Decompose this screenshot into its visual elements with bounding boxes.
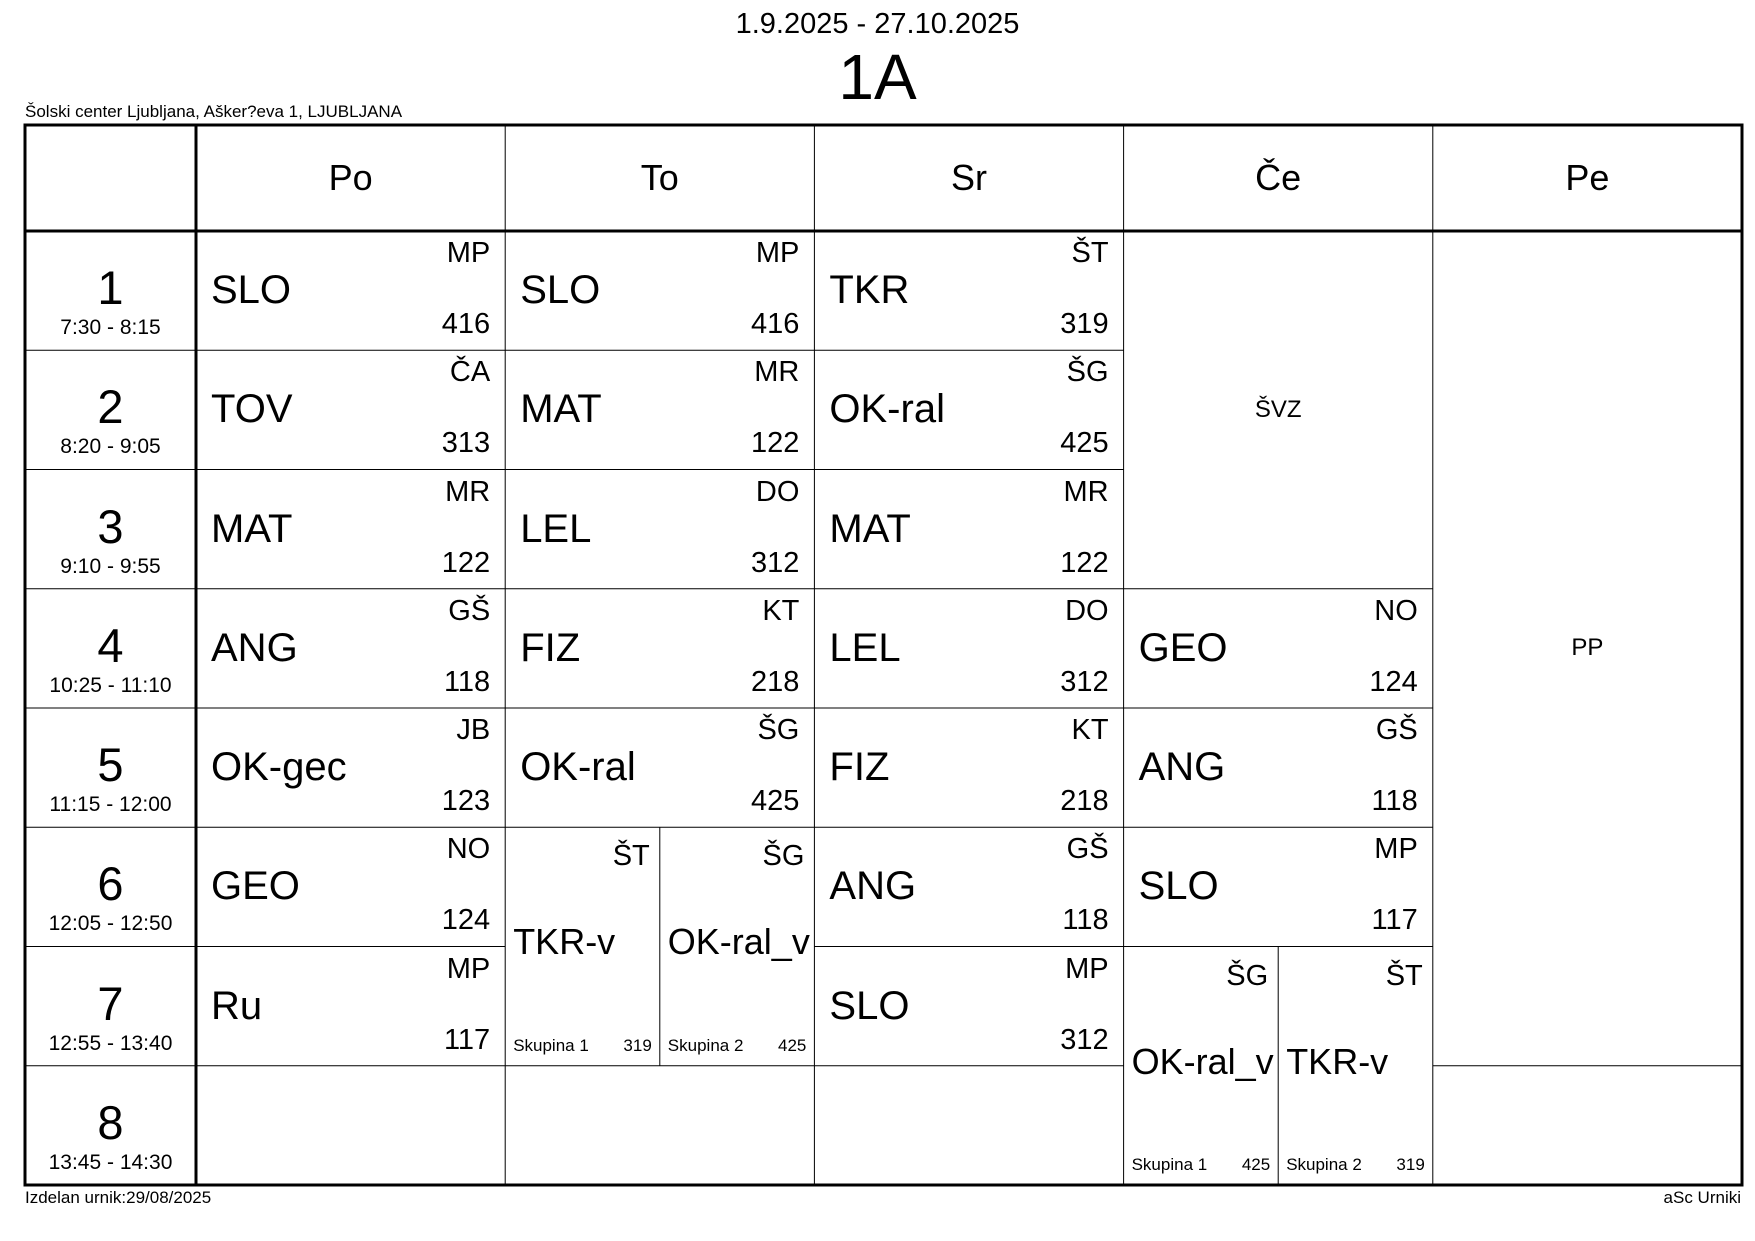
lesson-cell (814, 827, 1123, 946)
lesson-teacher: KT (762, 594, 800, 627)
day-header: Če (1255, 156, 1302, 198)
day-header: Sr (950, 156, 987, 198)
lesson-cell (196, 827, 505, 946)
merged-block: PP (1571, 634, 1604, 662)
lesson-teacher: MP (1065, 952, 1109, 985)
lesson-room: 425 (778, 1035, 807, 1055)
lesson-subject: MAT (520, 387, 602, 432)
lesson-subject: OK-ral_v (1131, 1040, 1274, 1082)
lesson-teacher: KT (1071, 714, 1109, 746)
group-label: Skupina 1 (513, 1035, 589, 1055)
class-title: 1A (838, 41, 917, 113)
lesson-teacher: MP (1374, 833, 1418, 866)
lesson-teacher: ŠT (1071, 237, 1109, 269)
lesson-room: 218 (750, 665, 800, 698)
lesson-subject: ANG (211, 625, 298, 670)
lesson-teacher: ŠG (757, 714, 800, 746)
lesson-cell (505, 231, 814, 350)
period-label (25, 470, 196, 589)
lesson-room: 312 (1060, 1023, 1109, 1056)
period-time: 7:30 - 8:15 (60, 316, 161, 339)
period-time: 8:20 - 9:05 (60, 435, 161, 459)
lesson-room: 319 (1396, 1155, 1425, 1174)
lesson-cell (814, 470, 1123, 589)
lesson-teacher: MP (755, 237, 800, 269)
lesson-cell (1124, 827, 1433, 946)
lesson-room: 416 (441, 308, 491, 340)
period-number: 2 (97, 380, 124, 434)
day-header: Po (328, 156, 373, 198)
period-number: 4 (97, 618, 124, 672)
lesson-subject: OK-ral (520, 745, 636, 789)
lesson-cell (196, 708, 505, 827)
lesson-subject: GEO (1138, 625, 1228, 670)
lesson-room: 425 (1060, 427, 1109, 460)
period-number: 1 (97, 261, 124, 314)
created-date: Izdelan urnik:29/08/2025 (25, 1188, 212, 1207)
lesson-teacher: ŠT (1385, 959, 1423, 992)
lesson-subject: TOV (211, 387, 293, 432)
lesson-room: 313 (441, 427, 491, 460)
period-time: 12:55 - 13:40 (48, 1031, 173, 1055)
lesson-cell (505, 350, 814, 469)
lesson-teacher: ŠG (1226, 959, 1269, 992)
lesson-room: 117 (443, 1023, 491, 1056)
lesson-cell (196, 350, 505, 469)
lesson-subject: SLO (520, 268, 601, 312)
lesson-subject: FIZ (520, 625, 581, 670)
period-label (25, 231, 196, 350)
lesson-subject: SLO (829, 983, 910, 1028)
lesson-teacher: GŠ (1375, 714, 1418, 746)
lesson-room: 425 (1241, 1155, 1271, 1174)
lesson-subject: OK-ral_v (667, 921, 810, 963)
lesson-teacher: NO (1374, 594, 1418, 627)
lesson-room: 118 (1371, 785, 1418, 817)
lesson-teacher: MR (1063, 475, 1109, 508)
group-label: Skupina 2 (667, 1035, 744, 1055)
period-time: 10:25 - 11:10 (49, 673, 172, 697)
lesson-room: 117 (1371, 904, 1418, 937)
lesson-subject: ANG (829, 864, 917, 909)
period-time: 9:10 - 9:55 (60, 554, 161, 578)
group-label: Skupina 1 (1131, 1155, 1208, 1174)
day-header: To (640, 156, 679, 198)
lesson-subject: LEL (829, 625, 901, 670)
lesson-cell (814, 947, 1123, 1066)
group-label: Skupina 2 (1286, 1155, 1362, 1174)
period-number: 3 (97, 499, 124, 553)
lesson-cell (196, 947, 505, 1066)
period-time: 12:05 - 12:50 (48, 912, 173, 936)
lesson-teacher: MP (446, 237, 491, 269)
lesson-cell (505, 589, 814, 708)
lesson-room: 123 (441, 785, 491, 817)
lesson-teacher: ŠG (1066, 356, 1109, 389)
lesson-teacher: ČA (449, 356, 491, 389)
school-name: Šolski center Ljubljana, Ašker?eva 1, LJUBLJANA (25, 102, 403, 121)
group-lesson-cell (505, 827, 660, 1066)
lesson-teacher: ŠG (762, 840, 805, 873)
lesson-room: 122 (750, 427, 800, 460)
date-range: 1.9.2025 - 27.10.2025 (735, 8, 1020, 40)
lesson-cell (505, 708, 814, 827)
lesson-subject: MAT (829, 506, 911, 551)
period-number: 6 (97, 857, 124, 911)
lesson-teacher: DO (755, 475, 800, 508)
group-lesson-cell (1278, 947, 1433, 1186)
period-time: 13:45 - 14:30 (48, 1150, 173, 1174)
lesson-cell (814, 231, 1123, 350)
period-label (25, 350, 196, 469)
lesson-cell (196, 231, 505, 350)
lesson-room: 312 (750, 546, 800, 579)
period-label (25, 947, 196, 1066)
period-label (25, 1066, 196, 1185)
lesson-teacher: ŠT (612, 840, 650, 873)
period-time: 11:15 - 12:00 (49, 793, 172, 816)
lesson-subject: MAT (211, 506, 293, 551)
lesson-teacher: GŠ (448, 594, 491, 627)
period-label (25, 827, 196, 946)
lesson-teacher: MP (446, 952, 491, 985)
lesson-room: 122 (441, 546, 491, 579)
lesson-room: 319 (623, 1035, 652, 1055)
lesson-teacher: MR (445, 475, 491, 508)
lesson-room: 118 (443, 665, 491, 698)
lesson-room: 124 (441, 904, 491, 937)
lesson-room: 312 (1060, 665, 1109, 698)
group-lesson-cell (660, 827, 815, 1066)
period-number: 8 (97, 1095, 124, 1149)
lesson-room: 218 (1060, 785, 1109, 817)
lesson-room: 416 (750, 308, 800, 340)
lesson-cell (196, 589, 505, 708)
lesson-cell (196, 470, 505, 589)
period-label (25, 589, 196, 708)
lesson-subject: FIZ (829, 745, 890, 789)
day-header: Pe (1565, 156, 1610, 198)
lesson-subject: SLO (1138, 864, 1219, 909)
lesson-room: 319 (1060, 308, 1109, 340)
lesson-teacher: NO (446, 833, 491, 866)
lesson-subject: GEO (211, 864, 300, 909)
brand-label: aSc Urniki (1663, 1188, 1741, 1207)
lesson-room: 124 (1369, 665, 1418, 698)
period-label (25, 708, 196, 827)
lesson-room: 122 (1060, 546, 1109, 579)
lesson-teacher: GŠ (1066, 833, 1109, 866)
lesson-teacher: MR (754, 356, 800, 389)
lesson-subject: TKR-v (1286, 1040, 1389, 1082)
period-number: 5 (97, 738, 124, 791)
lesson-room: 425 (750, 785, 800, 817)
lesson-subject: ANG (1138, 745, 1226, 789)
lesson-cell (1124, 589, 1433, 708)
group-lesson-cell (1124, 947, 1279, 1186)
lesson-teacher: DO (1065, 594, 1109, 627)
lesson-subject: LEL (520, 506, 592, 551)
lesson-subject: Ru (211, 983, 263, 1028)
period-number: 7 (97, 976, 124, 1030)
lesson-room: 118 (1062, 904, 1109, 937)
lesson-subject: OK-ral (829, 387, 945, 432)
lesson-subject: TKR-v (513, 921, 616, 963)
lesson-teacher: JB (456, 714, 491, 746)
lesson-subject: SLO (211, 268, 292, 312)
lesson-cell (505, 470, 814, 589)
lesson-cell (814, 708, 1123, 827)
lesson-cell (1124, 708, 1433, 827)
merged-block: ŠVZ (1254, 395, 1302, 423)
lesson-cell (814, 589, 1123, 708)
lesson-subject: OK-gec (211, 745, 347, 789)
lesson-cell (814, 350, 1123, 469)
lesson-subject: TKR (829, 268, 910, 312)
